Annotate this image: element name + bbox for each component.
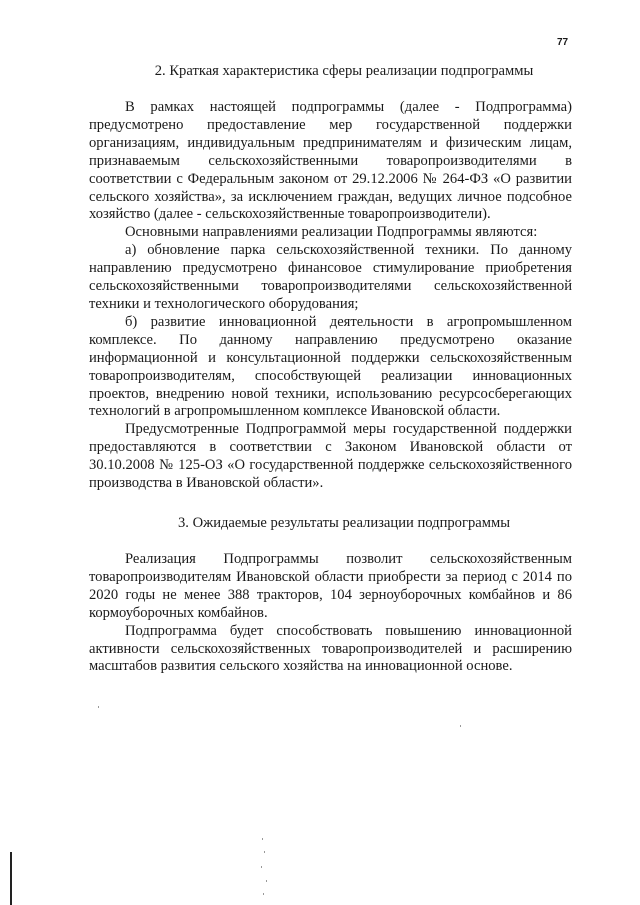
scan-dot — [263, 893, 264, 895]
section-2-heading: 2. Краткая характеристика сферы реализации подпрограммы — [154, 63, 534, 79]
page-number: 77 — [557, 37, 569, 48]
scan-dot — [98, 706, 99, 708]
paragraph: Реализация Подпрограммы позволит сельскохозяйственным товаропроизводителям Ивановской области приобрести за период с 2014 по 2020 годы не менее 388 тракторов, 104 зерноуборочных комбайнов и 86 кормоуборочных комбайнов. — [89, 551, 572, 621]
paragraph: а) обновление парка сельскохозяйственной техники. По данному направлению предусмотрено финансовое стимулирование приобретения сельскохозяйственными товаропроизводителями сельскохозяйственной техники и технологического оборудования; — [89, 242, 572, 312]
paragraph: Подпрограмма будет способствовать повышению инновационной активности сельскохозяйственных товаропроизводителей и расширению масштабов развития сельского хозяйства на инновационной основе. — [89, 622, 572, 675]
scan-dot — [264, 851, 265, 853]
paragraph: В рамках настоящей подпрограммы (далее - Подпрограмма) предусмотрено предоставление мер государственной поддержки организациям, индивидуальным предпринимателям и физическим лицам, признаваемым сельскохозяйственными товаропроизводителями в соответствии с Федеральным законом от 29.12.2006 № 264-ФЗ «О развитии сельского хозяйства», за исключением граждан, ведущих личное подсобное хозяйство (далее - сельскохозяйственные товаропроизводители). — [89, 99, 572, 223]
scan-edge-line — [10, 852, 12, 905]
section-2-body — [89, 99, 572, 493]
scan-dot — [262, 838, 263, 840]
section-3-heading: 3. Ожидаемые результаты реализации подпрограммы — [177, 515, 511, 531]
paragraph: Основными направлениями реализации Подпрограммы являются: — [125, 224, 538, 241]
scan-dot — [261, 866, 262, 868]
section-3-body — [89, 551, 572, 676]
scan-dot — [266, 880, 267, 882]
scan-dot — [460, 725, 461, 727]
paragraph: Предусмотренные Подпрограммой меры государственной поддержки предоставляются в соответствии с Законом Ивановской области от 30.10.2008 № 125-ОЗ «О государственной поддержке сельскохозяйственного производства в Ивановской области». — [89, 421, 572, 492]
paragraph: б) развитие инновационной деятельности в агропромышленном комплексе. По данному направлению предусмотрено оказание информационной и консультационной поддержки сельскохозяйственным товаропроизводителям, способствующей реализации инновационных проектов, внедрению новой техники, использованию ресурсосберегающих технологий в агропромышленном комплексе Ивановской области. — [89, 313, 572, 420]
